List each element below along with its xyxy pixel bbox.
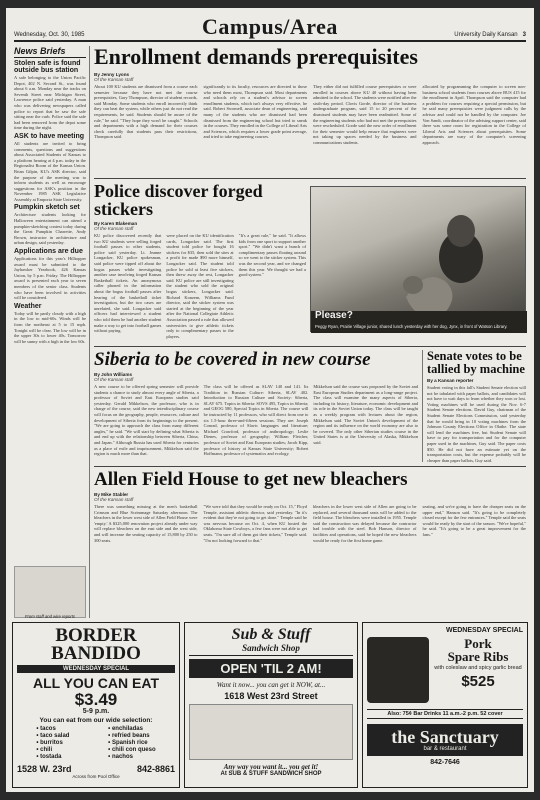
ad-sanctuary-item1: Pork: [464, 636, 492, 651]
siberia-story: [94, 350, 418, 462]
ad-sanctuary-item2: Spare Ribs: [447, 649, 509, 664]
news-brief-title: Stolen safe is found outside bus station: [14, 60, 81, 74]
ad-sanctuary-top: [367, 637, 523, 703]
news-brief: [14, 248, 86, 301]
news-brief-body: Today will be partly cloudy with a high in the low to mid-60s. Winds will be from the northeast at 5 to 15 mph. Tonight will be clear. The low will be in the upper 30s to lower 40s. Tomorrow will be sunny with a high in the low 60s.: [14, 310, 86, 344]
ad-subs-open: OPEN 'TIL 2 AM!: [189, 659, 353, 678]
column-rule: [422, 350, 423, 462]
ad-sanctuary-phone: 842-7646: [430, 759, 460, 766]
police-headline: Police discover forged stickers: [94, 181, 263, 219]
ad-border-menu-item: • chili: [36, 747, 53, 754]
siberia-byline-source: Of the Kansan staff: [94, 377, 134, 382]
column-rule: [89, 46, 90, 618]
ad-border-choose: You can eat from our wide selection:: [39, 717, 153, 725]
allen-headline: Allen Field House to get new bleachers: [94, 469, 408, 490]
news-briefs-list: [14, 60, 86, 344]
brief-photo: [14, 566, 86, 618]
ad-border-price: $3.49: [74, 690, 118, 710]
enrollment-col-3: They either did not fulfilled course prerequisites or were enrolled in courses above KU 40 without having been admitted to the school. The students were notified after the sixth-day period. Clovis Gorde, director of the business undergraduate program, said 15 to 20 percent of the dismissed students may have been readmitted. Some of the engineering students who had not met the prerequisites were rescheduled. Gorde said the new order of enrollment for their semester would help ensure that engineers were not taking up spaces needed by the business and communications students.: [313, 84, 417, 145]
police-col-3: "It's a great rule," he said. "It allows kids from one sport to support another sport." "We didn't want a bunch of complimentary passes floating around so we went to the sticker system. This was the second year, and we changed them this year. We thought we had a good system.": [238, 233, 306, 278]
siberia-headline: Siberia to be covered in new course: [94, 349, 371, 370]
border-bandido-ad: [12, 622, 180, 788]
enrollment-headline: Enrollment demands prerequisites: [94, 44, 418, 69]
siberia-byline: By John Williams: [94, 372, 132, 377]
senate-body: Student voting in this fall's Student Senate election will not be tabulated with paper ballots, and candidates will not have to wait days to learn whether they won or lost. Voting machines will be used during the Nov. 6-7 Student Senate elections. David Guy, chairman of the Student Senate Elections Commission, said yesterday that he would bring in 10 voting machines from the Johnson County Elections Office in Olathe. The state will lend the machines free, but Student Senate will have to pay for transportation and for the computer paper used in the machines, Guy said. The paper costs $50. He did not have an estimate yet on the transportation costs, but the expense probably will be cheaper than paper ballots, Guy said.: [427, 385, 526, 463]
ad-border-menu-item: • burritos: [36, 740, 63, 747]
news-brief: [14, 303, 86, 345]
news-brief-title: Applications are due: [14, 248, 83, 256]
news-briefs-column: [14, 46, 86, 618]
issue-date: Wednesday, Oct. 30, 1985: [14, 32, 85, 38]
allen-byline-source: Of the Kansan staff: [94, 497, 134, 502]
ad-border-address: 1528 W. 23rd: [17, 764, 72, 775]
police-byline-source: Of the Kansan staff: [94, 226, 134, 231]
ad-subs-logo-top: Sub & Stuff: [231, 626, 311, 643]
allen-col-1: There was something missing at the men's basketball Crimson and Blue Scrimmage Saturday afternoon. The bleachers in the lower west side of Allen Field House were 'empty.' A $325,000 renovation project already under way will replace bleachers on the east side and the west side, and will increase the seating capacity of 15,800 by 250 to 300 seats.: [94, 504, 198, 543]
news-brief: [14, 204, 86, 246]
ad-border-contact: [17, 764, 175, 774]
ad-border-menu-item: • chili con queso: [108, 747, 156, 754]
news-brief-title: ASK to have meeting: [14, 132, 85, 140]
running-head: [14, 12, 526, 42]
enrollment-story: [94, 46, 526, 174]
ad-subs-want: Want it now... you can get it NOW, at...: [216, 681, 326, 689]
photo-caption-title: Please?: [315, 310, 353, 321]
ad-border-phone: 842-8861: [136, 764, 175, 775]
ad-subs-tagline: Any way you want it... you get it!: [223, 763, 319, 771]
ad-sanctuary-sub: bar & restaurant: [423, 746, 467, 752]
ad-sanctuary-offer: [429, 637, 523, 690]
news-brief-body: Architecture students looking for Halloween entertainment can attend a pumpkin-sketching contest today during the Great Pumpkin Charrette, Andy Brown, instructor in architecture and urban design, said yesterday.: [14, 212, 86, 246]
police-byline: By Karen Blakeman: [94, 221, 138, 226]
ad-sanctuary-special: WEDNESDAY SPECIAL: [445, 627, 523, 634]
siberia-col-1: A new course to be offered spring semester will provide students a chance to study almost every angle of Siberia, a professor of Soviet and East European studies said yesterday. Gerald Mikkelson, the professor, who is in charge of the course, said the new interdisciplinary course will focus on the geography, people, resources, culture and development of Siberia from its beginnings to the present. "We are going to approach the class from many different angles," he said. "We will start by defining what Siberia is and end up with the relationship between Siberia, China, and Japan." Although Russia has used Siberia for centuries as a place of exile and imprisonment, Mikkelson said the region is much more than that.: [94, 384, 199, 457]
police-col-1: KU police discovered recently that two KU students were selling forged football passes to other students, police said yesterday. Lt. Jeanne Longacker, KU police spokesman, said police were tipped off about the bogus passes while investigating another case involving forged Kansas Basketball tickets. An anonymous caller phoned in the information about the bogus football passes after hearing of the basketball ticket investigation, but the two cases are unrelated, she said. Longacker said officers had interviewed a student who told them he had another student make a way to get into football games without paying.: [94, 233, 162, 334]
paper-name: University Daily Kansan 3: [454, 32, 526, 38]
news-brief-title: Weather: [14, 302, 42, 310]
section-title: Campus/Area: [202, 14, 338, 39]
siberia-col-2: The class will be offered as SLAV 140 and 141. Its Tradition in Russian Culture: Siberia, SLAV 402. Introduction to Russian Culture and Society: Siberia, SLAV 675. Topics in Siberia: SOVS 495, Topics in Siberia; and GEOG 580, Special Topics in Siberia. The course will be instructed by 11 professors, who will direct from one to six 1.5-hour three-and-fifteen sessions. They are: Joseph Conrad, professor of Slavic languages and literature; Michael Crawford, professor of anthropology; Leslie Dienes, professor of geography; William Fletcher, professor of Soviet and East European studies; Jacob Kipp, professor of history at Kansas State University; Robert Hoffmann, professor of systematics and ecology.: [203, 384, 309, 457]
senate-headline: Senate votes to be tallied by machine: [427, 349, 525, 376]
ad-border-menu-item: • refried beans: [108, 733, 150, 740]
allen-col-3: bleachers in the lower west side of Allen are going to be replaced, and several thousand seats will be added to the field house. The bleachers were installed in 1955. Temple said the construction was delayed because the contractor had trouble with the steel. Bob Hanson, director of facilities and operations, said he hoped the new bleachers would be ready for the first home game.: [313, 504, 417, 543]
enrollment-byline-source: Of the Kansan staff: [94, 77, 134, 82]
enrollment-byline: By Jenny Lyons: [94, 72, 130, 77]
senate-byline: By a Kansan reporter: [427, 378, 474, 383]
ad-sanctuary-name: the Sanctuary: [391, 727, 499, 747]
ad-subs-footer: At SUB & STUFF SANDWICH SHOP: [220, 771, 322, 777]
enrollment-col-1: About 100 KU students are dismissed from a course each semester because they have not met the course prerequisites, Gary Thompson, director of student records, said Monday. Some students who enroll incorrectly think they can beat the system, while others just do not read the requirements, he said. Students should be aware of the rule," he said. "They hope they won't be caught." Schools and departments with a high demand for their courses check carefully that students pass their restrictions, Thompson said.: [94, 84, 198, 140]
siberia-col-3: Mikkelson said the course was proposed by the Soviet and East European Studies department as a long-range project. The class will examine the many aspects of Siberia, including its history, literature, economic development and its role in the Soviet Union today. The class will be taught as a weekly program with lectures about the region, Mikkelson said. The Soviet Union's development of the region and its influence on the world economy are also to be covered. The only other Siberian studies course in the United States is at the University of Alaska, Mikkelson said.: [313, 384, 419, 445]
allen-byline: By Mike Stabler: [94, 492, 129, 497]
allen-col-2: "We were told that they would be ready on Oct. 15," Floyd Temple, assistant athletic director, said yesterday. "In it's evident that they're not going to get done." Temple said he was nervous because on Oct. 4, when KU hosted the Oklahoma State Cowboys, a few fans were not able to get seats. "I'm sure all of them got their tickets," Temple said. "I'm not looking forward to that.": [203, 504, 307, 543]
enrollment-col-2: significantly to its faculty, resources are directed to those who need them most, Thompson said. Most departments and schools rely on a student's advisor to screen enrollment students, which isn't always very effective, he said. Robert Swomell, associate dean of engineering, said many of the students who are dismissed had been dismissed from the engineering school but tried to sneak in the courses. They enrolled in the College of Liberal Arts and Sciences, which requires a lower grade point average, and tried to take engineering courses.: [203, 84, 307, 140]
ad-border-menu-item: • tacos: [36, 726, 56, 733]
police-story: [94, 182, 306, 342]
ad-border-deal: ALL YOU CAN EAT: [32, 675, 159, 692]
ad-subs-logo-bottom: Sandwich Shop: [189, 643, 353, 656]
news-briefs-heading: News Briefs: [14, 46, 86, 58]
ad-border-special: WEDNESDAY SPECIAL: [17, 665, 175, 673]
rule: [94, 466, 526, 467]
ad-sanctuary-price: $525: [461, 673, 495, 690]
ad-border-menu-item: • Spanish rice: [108, 740, 148, 747]
news-brief-body: Applications for this year's Hilltopper award must be submitted to the Jayhawker Yearbook, 426 Kansas Union, by 5 p.m. Friday. The Hilltopper award is presented each year to seven members of the senior class. Students who have been involved in activities will be considered.: [14, 256, 86, 301]
ad-border-note: Across from Pool Office: [72, 774, 120, 780]
staff-credit: From staff and wire reports: [24, 614, 76, 619]
news-brief: [14, 133, 86, 203]
allen-story: [94, 470, 526, 618]
ad-subs-address: 1618 West 23rd Street: [224, 691, 318, 701]
ad-sanctuary-desc: with coleslaw and spicy garlic bread: [434, 665, 522, 671]
news-brief: [14, 60, 86, 131]
rule: [94, 346, 526, 347]
ad-border-menu-left: [36, 726, 69, 761]
news-brief-body: All students are invited to bring comments, questions and suggestions about Associated Students of Kansas to a platform hearing at 4 p.m. today in the Regionalist Room of the Kansas Union. Brian Gilpin, KU's ASK director, said the purpose of the meeting was to inform students as well as encourage suggestions for ASK's position in the November 1985 ASK Legislative Assembly at Emporia State University.: [14, 140, 86, 202]
sanctuary-ad: [362, 622, 528, 788]
senate-story: [427, 350, 526, 462]
ad-border-menu: [17, 726, 175, 761]
ad-border-line2: BANDIDO: [51, 643, 141, 665]
news-brief-body: A safe belonging to the Union Pacific Depot, 402 N. Second St., was found about 6 a.m. Monday near the tracks on Seventh Street near Michigan Street, Lawrence police said yesterday. A man who was delivering newspapers called police to report that he saw the safe sitting near the curb. Police said the safe had been removed from the depot some time during the night.: [14, 75, 86, 131]
ad-border-menu-item: • tostada: [36, 754, 62, 761]
police-col-2: were placed on the KU identification cards, Longacker said. The first student told police he bought 16 stickers for $35, then sold the sites at a profit for made $90 more himself, Longacker said. The student told police he sold at least five stickers, then threw away the rest, Longacker said. KU police are still investigating the student who sold the original bogus stickers, Longacker said. Richard Konzem, Williams Fund director, said the sticker system was started at the beginning of the year after the National Collegiate Athletic Association passed a rule that allowed universities to give athletic tickets only to complimentary passes to the players.: [166, 233, 234, 339]
enrollment-col-4: allocated by programming the computer to screen non-business school students from courses above BUS 415 for the enrollment in April. Thompson said the computer had a problem for courses requiring a special permission, but he said many prerequisites were judgment calls by the advisor and could not be handled by the computer. Joe Von Sandt, coordinator of the advising support center, said there was some room for registration in the College of Liberal Arts and Sciences about prerequisites. Some departments are wary of the computer's screening approach.: [422, 84, 526, 145]
allen-col-4: seating, and we're going to have the cheaper seats on the upper end," Hanson said. "It's going to be completely closed except for the few entrances." Temple said the seats would be ready by the start of the season. "We're hopeful," he said. "It's going to be a great improvement for the fans.": [422, 504, 526, 537]
photo-caption: Peggy Ryan, Prairie Village junior, shared lunch yesterday with her dog, Jynx, in front of Watson Library.: [315, 324, 508, 329]
news-photo: [310, 186, 526, 332]
ad-border-line1: BORDER: [55, 625, 137, 646]
ad-border-menu-right: [108, 726, 155, 761]
ad-border-menu-item: • enchiladas: [108, 726, 143, 733]
ad-border-hours: 5-9 p.m.: [82, 708, 110, 716]
news-brief-title: Pumpkin sketch set: [14, 204, 80, 212]
ad-border-menu-item: • nachos: [108, 754, 133, 761]
newspaper-page: [6, 8, 534, 792]
rule: [94, 178, 526, 179]
ad-subs-illustration: [189, 704, 353, 760]
sub-stuff-ad: [184, 622, 358, 788]
ad-sanctuary-hours: Also: 75¢ Bar Drinks 11 a.m.-2 p.m. 52 cover: [367, 709, 523, 719]
ad-sanctuary-banner: [367, 724, 523, 756]
ad-border-menu-item: • taco salad: [36, 733, 70, 740]
ad-sanctuary-illustration: [367, 637, 429, 703]
